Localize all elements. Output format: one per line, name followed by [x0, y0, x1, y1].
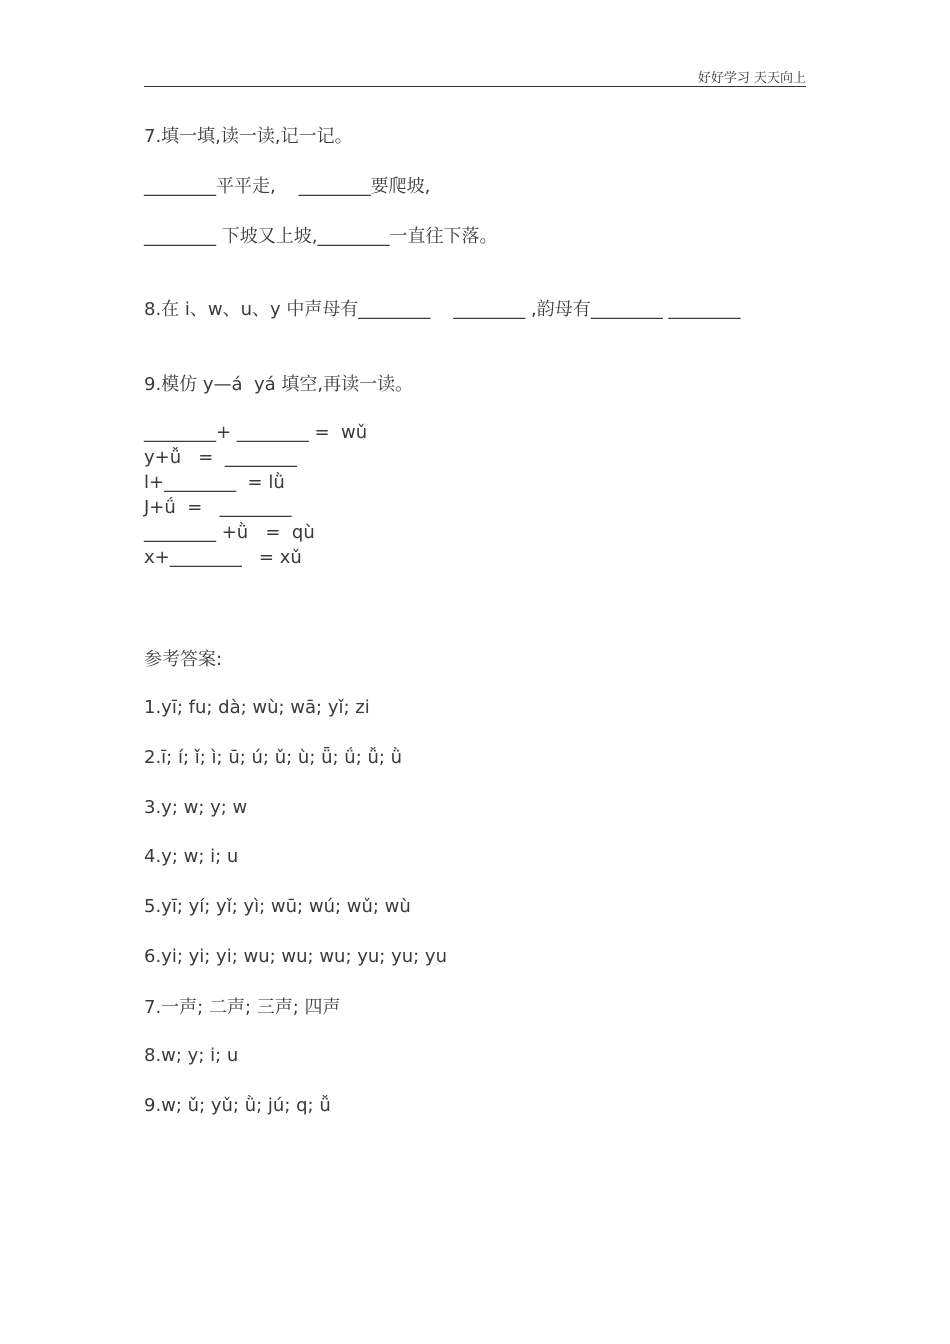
question-9-line-2: y+ǚ = ________: [144, 447, 297, 468]
answer-item-5: 5.yī; yí; yǐ; yì; wū; wú; wǔ; wù: [144, 896, 411, 917]
answer-item-1: 1.yī; fu; dà; wù; wā; yǐ; zi: [144, 697, 370, 718]
question-8: 8.在 i、w、u、y 中声母有________ ________ ,韵母有________ ________: [144, 299, 741, 320]
question-9-title: 9.模仿 y—á yá 填空,再读一读。: [144, 374, 414, 395]
question-7-line-2: ________ 下坡又上坡,________一直往下落。: [144, 226, 498, 247]
question-9-line-3: l+________ = lǜ: [144, 472, 285, 493]
answers-title: 参考答案:: [144, 649, 223, 670]
header-motto: 好好学习 天天向上: [697, 71, 806, 86]
answer-item-2: 2.ī; í; ǐ; ì; ū; ú; ǔ; ù; ǖ; ǘ; ǚ; ǜ: [144, 747, 403, 768]
answer-item-6: 6.yi; yi; yi; wu; wu; wu; yu; yu; yu: [144, 946, 447, 967]
question-9-line-5: ________ +ǜ = qù: [144, 522, 315, 543]
answer-item-8: 8.w; y; i; u: [144, 1045, 239, 1066]
answer-item-9: 9.w; ǔ; yǔ; ǜ; jú; q; ǚ: [144, 1095, 331, 1116]
answer-item-7: 7.一声; 二声; 三声; 四声: [144, 997, 341, 1018]
question-9-line-1: ________+ ________ = wǔ: [144, 422, 368, 443]
page-header: [144, 66, 806, 87]
question-9-line-6: x+________ = xǔ: [144, 547, 302, 568]
answer-item-4: 4.y; w; i; u: [144, 846, 239, 867]
question-7-line-1: ________平平走, ________要爬坡,: [144, 176, 431, 197]
question-7-title: 7.填一填,读一读,记一记。: [144, 126, 353, 147]
question-9-line-4: J+ǘ = ________: [144, 497, 292, 518]
answer-item-3: 3.y; w; y; w: [144, 797, 248, 818]
